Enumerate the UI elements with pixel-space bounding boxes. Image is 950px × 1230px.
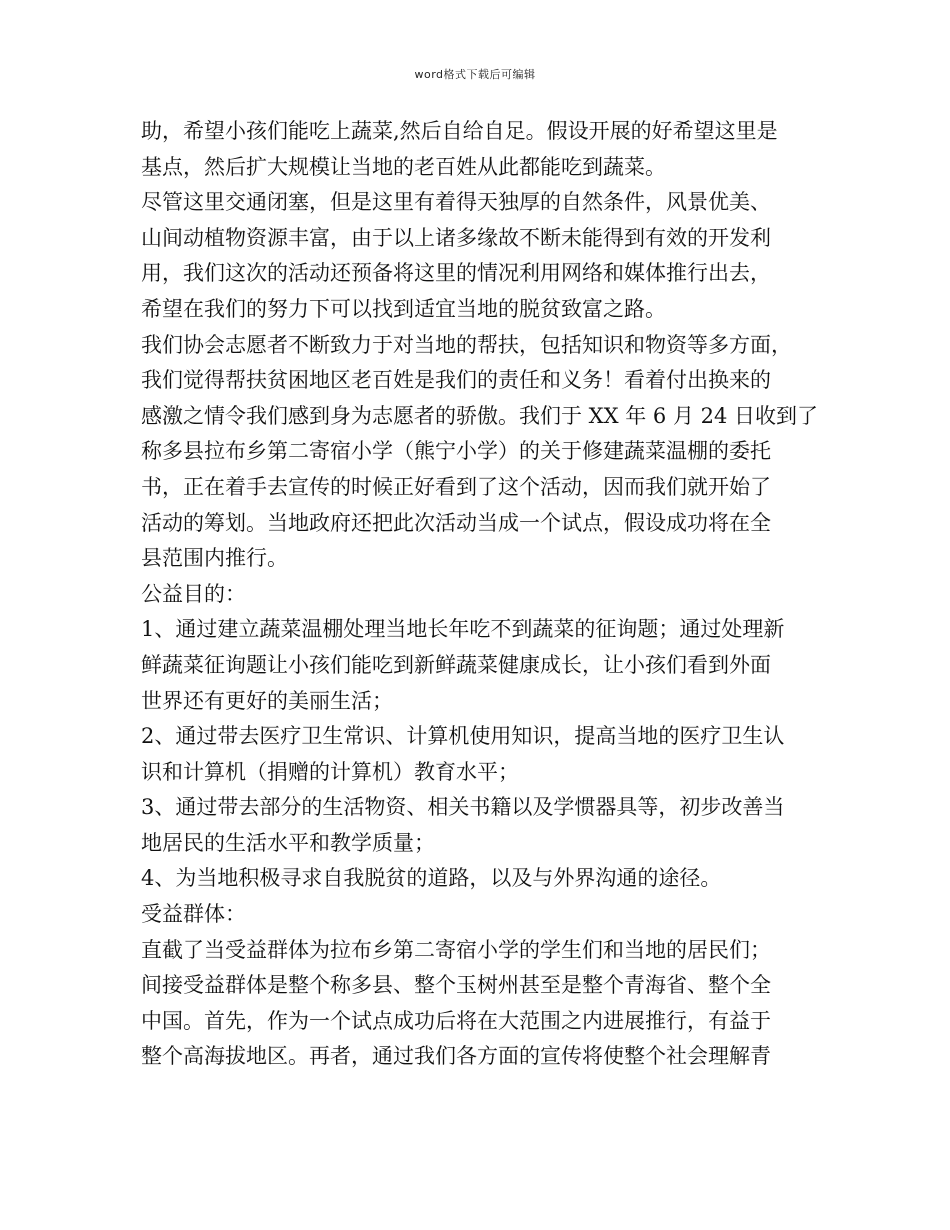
list-item: 2、通过带去医疗卫生常识、计算机使用知识，提高当地的医疗卫生认 (141, 724, 785, 749)
list-item: 3、通过带去部分的生活物资、相关书籍以及学惯器具等，初步改善当 (141, 795, 785, 820)
text-line: 世界还有更好的美丽生活； (141, 688, 393, 713)
text-line: 山间动植物资源丰富，由于以上诸多缘故不断未能得到有效的开发利 (141, 225, 771, 250)
text-line: 地居民的生活水平和教学质量； (141, 830, 435, 855)
text-line: 尽管这里交通闭塞，但是这里有着得天独厚的自然条件，风景优美、 (141, 190, 771, 215)
text-line: 感激之情令我们感到身为志愿者的骄傲。我们于 XX 年 6 月 24 日收到了 (141, 403, 819, 428)
page-header: word格式下载后可编辑 (414, 68, 536, 81)
text-line: 用，我们这次的活动还预备将这里的情况利用网络和媒体推行出去， (141, 261, 771, 286)
text-line: 直截了当受益群体为拉布乡第二寄宿小学的学生们和当地的居民们； (141, 937, 771, 962)
list-item: 1、通过建立蔬菜温棚处理当地长年吃不到蔬菜的征询题；通过处理新 (141, 617, 785, 642)
text-line: 中国。首先，作为一个试点成功后将在大范围之内进展推行，有益于 (141, 1008, 771, 1033)
text-line: 间接受益群体是整个称多县、整个玉树州甚至是整个青海省、整个全 (141, 973, 771, 998)
text-line: 活动的筹划。当地政府还把此次活动当成一个试点，假设成功将在全 (141, 510, 771, 535)
text-line: 希望在我们的努力下可以找到适宜当地的脱贫致富之路。 (141, 296, 666, 321)
document-body (141, 114, 821, 1075)
text-line: 助，希望小孩们能吃上蔬菜,然后自给自足。假设开展的好希望这里是 (141, 119, 778, 143)
section-heading: 受益群体： (141, 902, 246, 927)
text-line: 称多县拉布乡第二寄宿小学（熊宁小学）的关于修建蔬菜温棚的委托 (141, 439, 771, 464)
text-line: 县范围内推行。 (141, 546, 288, 571)
section-heading: 公益目的： (141, 581, 246, 606)
text-line: 整个高海拔地区。再者，通过我们各方面的宣传将使整个社会理解青 (141, 1044, 771, 1069)
text-line: 基点，然后扩大规模让当地的老百姓从此都能吃到蔬菜。 (141, 154, 666, 179)
text-line: 鲜蔬菜征询题让小孩们能吃到新鲜蔬菜健康成长，让小孩们看到外面 (141, 652, 771, 677)
text-line: 我们觉得帮扶贫困地区老百姓是我们的责任和义务！看着付出换来的 (141, 368, 771, 393)
list-item: 4、为当地积极寻求自我脱贫的道路，以及与外界沟通的途径。 (141, 866, 722, 891)
text-line: 我们协会志愿者不断致力于对当地的帮扶，包括知识和物资等多方面， (141, 332, 792, 357)
text-line: 识和计算机（捐赠的计算机）教育水平； (141, 759, 519, 784)
text-line: 书，正在着手去宣传的时候正好看到了这个活动，因而我们就开始了 (141, 474, 771, 499)
